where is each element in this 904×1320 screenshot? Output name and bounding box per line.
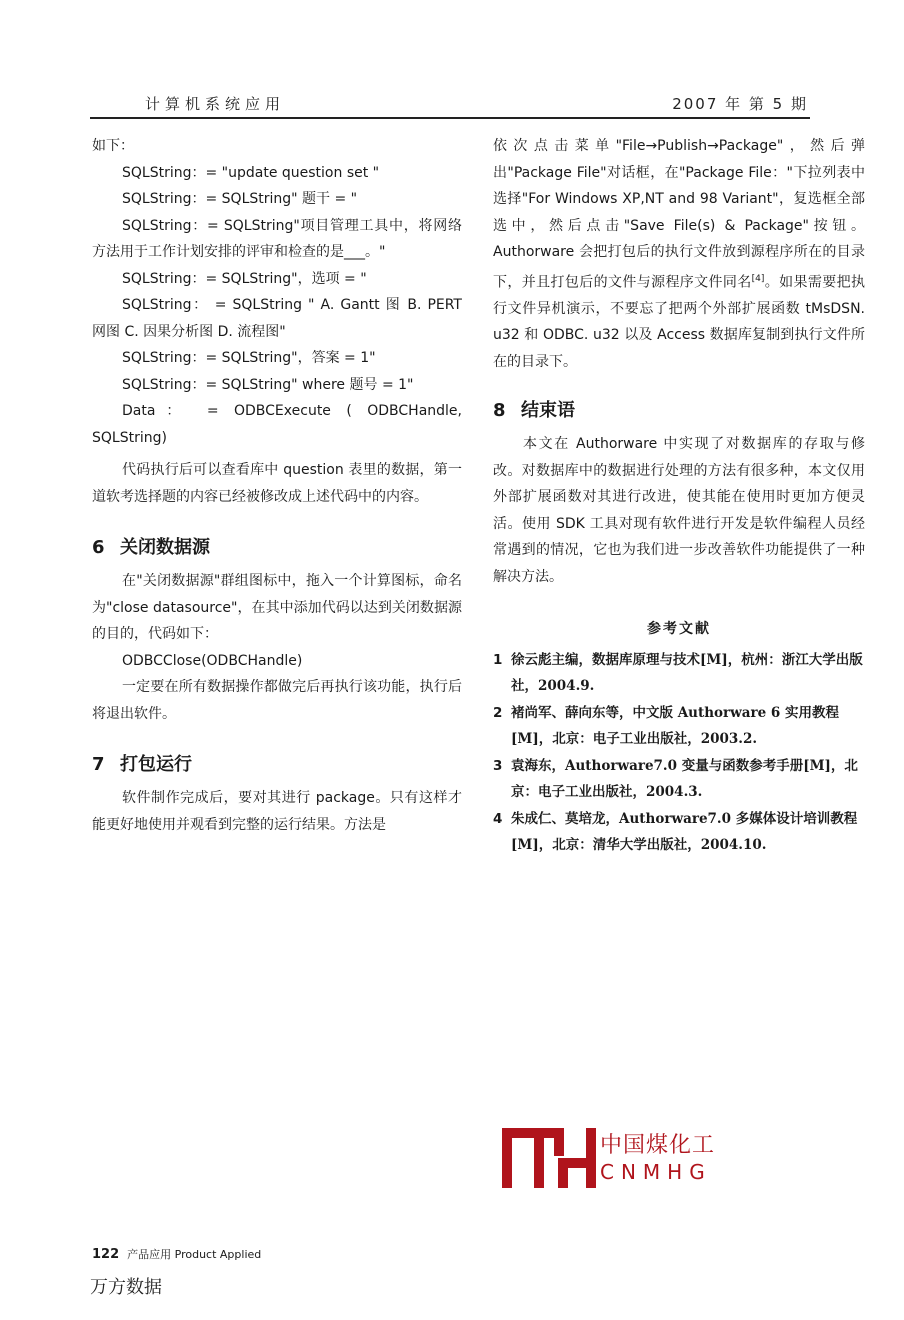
section-number: 6 — [92, 537, 105, 558]
section-number: 7 — [92, 754, 105, 775]
paragraph: 在"关闭数据源"群组图标中，拖入一个计算图标，命名为"close datasource"，在其中添加代码以达到关闭数据源的目的，代码如下： — [92, 573, 462, 642]
code-line: ODBCClose(ODBCHandle) — [122, 652, 303, 669]
section-heading-7 — [92, 751, 462, 779]
watermark-text: 万方数据 — [90, 1277, 162, 1298]
code-line: SQLString：= SQLString"，答案 = 1" — [122, 350, 376, 366]
code-line: SQLString：= "update question set " — [122, 164, 380, 181]
references-list — [493, 647, 865, 859]
reference-number: 3 — [493, 757, 503, 774]
section-number: 8 — [493, 400, 506, 422]
code-line: SQLString：= SQLString"项目管理工具中，将网络方法用于工作计划安排的评审和检查的是___。" — [92, 217, 462, 260]
paragraph — [493, 133, 865, 375]
code-line: SQLString：= SQLString" 题干 = " — [122, 191, 358, 207]
paragraph-text: 依次点击菜单"File→Publish→Package"，然后弹出"Package File"对话框，在"Package File："下拉列表中选择"For Windows XP,NT and 98 Variant"，复选框全部选中，然后点击"Save File(s) & Package"按钮。Authorware 会把打包后的执行文件放到源程序所在的目录下，并且打包后的文件与源程序文件同名 — [493, 138, 865, 291]
code-line: SQLString：= SQLString"，选项 = " — [122, 270, 367, 287]
reference-item — [493, 753, 865, 806]
page-footer — [92, 1246, 261, 1262]
code-line: SQLString：= SQLString" where 题号 = 1" — [122, 376, 414, 393]
citation: [4] — [751, 273, 765, 284]
paragraph: 软件制作完成后，要对其进行 package。只有这样才能更好地使用并观看到完整的运行结果。方法是 — [92, 790, 462, 833]
section-title: 结束语 — [521, 400, 575, 422]
page-number: 122 — [92, 1247, 120, 1262]
cnmhg-logo — [502, 1128, 722, 1194]
reference-number: 1 — [493, 651, 503, 668]
code-line: SQLString： = SQLString " A. Gantt 图 B. PERT 网图 C. 因果分析图 D. 流程图" — [92, 297, 462, 340]
reference-text: 朱成仁、莫培龙，Authorware7.0 多媒体设计培训教程[M]，北京：清华大学出版社，2004.10. — [511, 810, 858, 854]
left-column — [92, 133, 462, 838]
intro-text: 如下： — [92, 138, 134, 154]
paragraph: 一定要在所有数据操作都做完后再执行该功能，执行后将退出软件。 — [92, 679, 462, 722]
footer-section: 产品应用 Product Applied — [127, 1248, 262, 1261]
right-column — [493, 133, 865, 859]
section-heading-6 — [92, 534, 462, 562]
logo-mark-icon — [502, 1128, 596, 1188]
reference-text: 褚尚军、薛向东等，中文版 Authorware 6 实用教程[M]，北京：电子工业出版社，2003.2. — [511, 704, 840, 748]
reference-item — [493, 700, 865, 753]
logo-text-en: CNMHG — [600, 1160, 712, 1184]
paragraph-text: 。如果需要把执行文件异机演示，不要忘了把两个外部扩展函数 tMsDSN. u32 和 ODBC. u32 以及 Access 数据库复制到执行文件所在的目录下。 — [493, 274, 866, 370]
code-line: Data： = ODBCExecute ( ODBCHandle, SQLString) — [92, 403, 462, 446]
section-heading-8 — [493, 397, 865, 425]
reference-number: 4 — [493, 810, 503, 827]
section-title: 打包运行 — [120, 754, 192, 775]
paragraph: 本文在 Authorware 中实现了对数据库的存取与修改。对数据库中的数据进行处理的方法有很多种，本文仅用外部扩展函数对其进行改进，使其能在使用时更加方便灵活。使用 SDK 工具对现有软件进行开发是软件编程人员经常遇到的情况，它也为我们进一步改善软件功能提供了一种解决方法。 — [493, 436, 865, 585]
journal-name: 计算机系统应用 — [145, 95, 286, 113]
paragraph: 代码执行后可以查看库中 question 表里的数据，第一道软考选择题的内容已经被修改成上述代码中的内容。 — [92, 462, 462, 505]
reference-item — [493, 806, 865, 859]
reference-number: 2 — [493, 704, 503, 721]
issue-label: 2007 年 第 5 期 — [672, 95, 808, 113]
logo-text-cn: 中国煤化工 — [600, 1133, 716, 1158]
reference-text: 徐云彪主编，数据库原理与技术[M]，杭州：浙江大学出版社，2004.9. — [511, 651, 863, 695]
references-title: 参考文献 — [647, 621, 711, 638]
section-title: 关闭数据源 — [120, 537, 210, 558]
header-rule — [90, 117, 810, 119]
reference-text: 袁海东，Authorware7.0 变量与函数参考手册[M]，北京：电子工业出版社，2004.3. — [511, 757, 858, 801]
reference-item — [493, 647, 865, 700]
